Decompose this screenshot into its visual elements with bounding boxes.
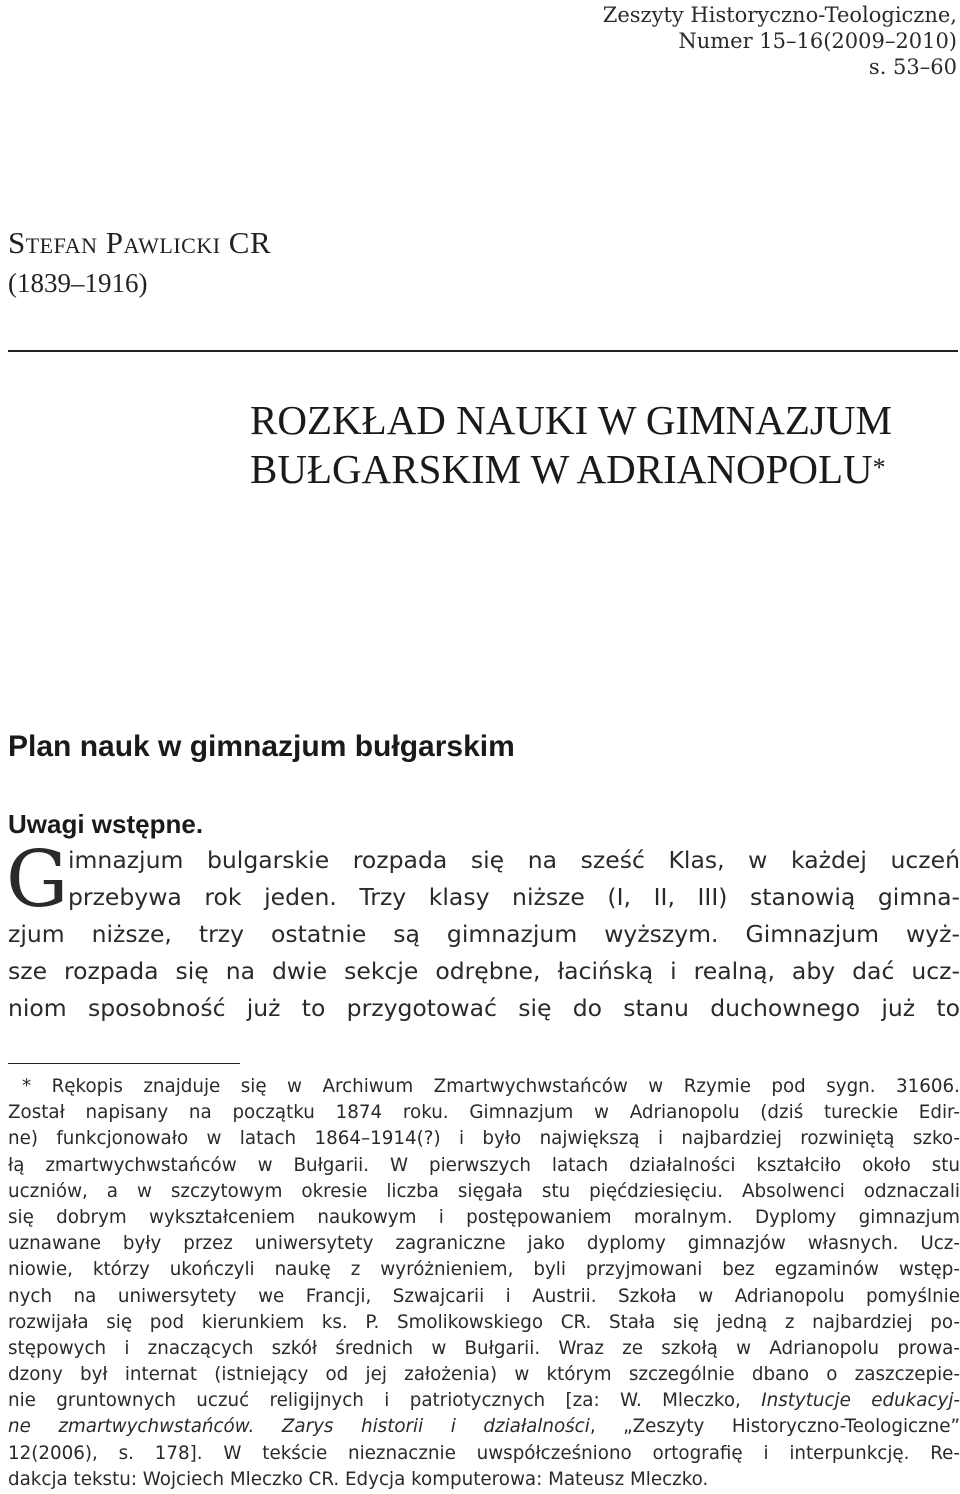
footnote-line-1-text: Rękopis znajduje się w Archiwum Zmartwychwstańców w Rzymie pod sygn. 31606. xyxy=(51,1076,960,1097)
title-divider xyxy=(8,350,958,352)
body-line-5: niom sposobność już to przygotować się do stanu duchownego już to xyxy=(8,994,960,1022)
footnote-citation-title-2: ne zmartwychwstańców. xyxy=(8,1416,282,1438)
article-title xyxy=(250,396,958,494)
sub-heading: Uwagi wstępne. xyxy=(8,809,204,839)
footnote-divider xyxy=(8,1063,240,1064)
footnote-marker: * xyxy=(22,1076,32,1097)
footnote-line-8: niowie, którzy ukończyli naukę z wyróżnieniem, byli przyjmowani bez egzaminów wstęp- xyxy=(8,1259,960,1281)
body-line-1: imnazjum bulgarskie rozpada się na sześć Klas, w każdej uczeń xyxy=(68,846,960,874)
footnote-line-10: rozwijała się pod kierunkiem ks. P. Smolikowskiego CR. Stała się jedną z najbardziej po- xyxy=(8,1311,960,1333)
author-name: Stefan Pawlicki CR xyxy=(8,225,272,260)
footnote-line-16: dakcja tekstu: Wojciech Mleczko CR. Edycja komputerowa: Mateusz Mleczko. xyxy=(8,1468,709,1490)
section-heading: Plan nauk w gimnazjum bułgarskim xyxy=(8,730,515,763)
journal-reference xyxy=(603,2,957,80)
footnote xyxy=(8,1074,960,1493)
footnote-citation-subtitle: Zarys historii i działalności xyxy=(281,1416,590,1438)
body-paragraph xyxy=(6,835,960,1027)
footnote-line-14 xyxy=(8,1414,960,1440)
footnote-citation-title-1: Instytucje edukacyj- xyxy=(761,1390,960,1412)
footnote-line-3: ne) funkcjonowało w latach 1864–1914(?) i było największą i najbardziej rozwiniętą szko- xyxy=(8,1128,960,1150)
footnote-line-13-text: nie gruntownych uczuć religijnych i patriotycznych [za: W. Mleczko, xyxy=(8,1390,762,1412)
footnote-line-2: Został napisany na początku 1874 roku. Gimnazjum w Adrianopolu (dziś tureckie Edir- xyxy=(8,1102,960,1124)
footnote-line-6: się dobrym wykształceniem naukowym i postępowaniem moralnym. Dyplomy gimnazjum xyxy=(8,1206,960,1228)
footnote-citation-journal: , „Zeszyty Historyczno-Teologiczne” xyxy=(589,1416,960,1438)
journal-pages: s. 53–60 xyxy=(868,55,957,79)
footnote-line-1 xyxy=(8,1074,960,1100)
footnote-line-12: dzony był internat (istniejący od jej założenia) w którym szczególnie dbano o zaszczepie- xyxy=(8,1364,960,1386)
footnote-line-7: uznawane były przez uniwersytety zagraniczne jako dyplomy gimnazjów własnych. Ucz- xyxy=(8,1233,960,1255)
article-title-line-1: ROZKŁAD NAUKI W GIMNAZJUM xyxy=(250,397,892,443)
journal-name: Zeszyty Historyczno-Teologiczne, xyxy=(602,3,957,27)
footnote-line-4: łą zmartwychwstańców w Bułgarii. W pierwszych latach działalności kształciło około stu xyxy=(8,1154,960,1176)
author-dates: (1839–1916) xyxy=(8,268,148,298)
article-title-line-2-text: BUŁGARSKIM W ADRIANOPOLU xyxy=(250,446,873,492)
article-title-line-2 xyxy=(250,445,958,494)
title-footnote-marker: * xyxy=(872,453,886,482)
journal-issue: Numer 15–16(2009–2010) xyxy=(678,29,957,53)
footnote-line-13 xyxy=(8,1388,960,1414)
drop-cap: G xyxy=(6,835,69,925)
body-line-4: sze rozpada się na dwie sekcje odrębne, łacińską i realną, aby dać ucz- xyxy=(8,957,960,985)
footnote-line-15: 12(2006), s. 178]. W tekście nieznacznie uwspółcześniono ortografię i interpunkcję. Re- xyxy=(8,1442,960,1464)
body-line-3: zjum niższe, trzy ostatnie są gimnazjum wyższym. Gimnazjum wyż- xyxy=(8,920,960,948)
footnote-line-9: nych na uniwersytety we Francji, Szwajcarii i Austrii. Szkoła w Adrianopolu pomyślnie xyxy=(8,1285,960,1307)
footnote-line-5: uczniów, a w szczytowym okresie liczba sięgała stu pięćdziesięciu. Absolwenci odznaczali xyxy=(8,1180,960,1202)
author-block xyxy=(8,224,271,300)
footnote-line-11: stępowych i znaczących szkół średnich w Bułgarii. Wraz ze szkołą w Adrianopolu prowa- xyxy=(8,1337,960,1359)
body-line-2: przebywa rok jeden. Trzy klasy niższe (I, II, III) stanowią gimna- xyxy=(68,883,960,911)
